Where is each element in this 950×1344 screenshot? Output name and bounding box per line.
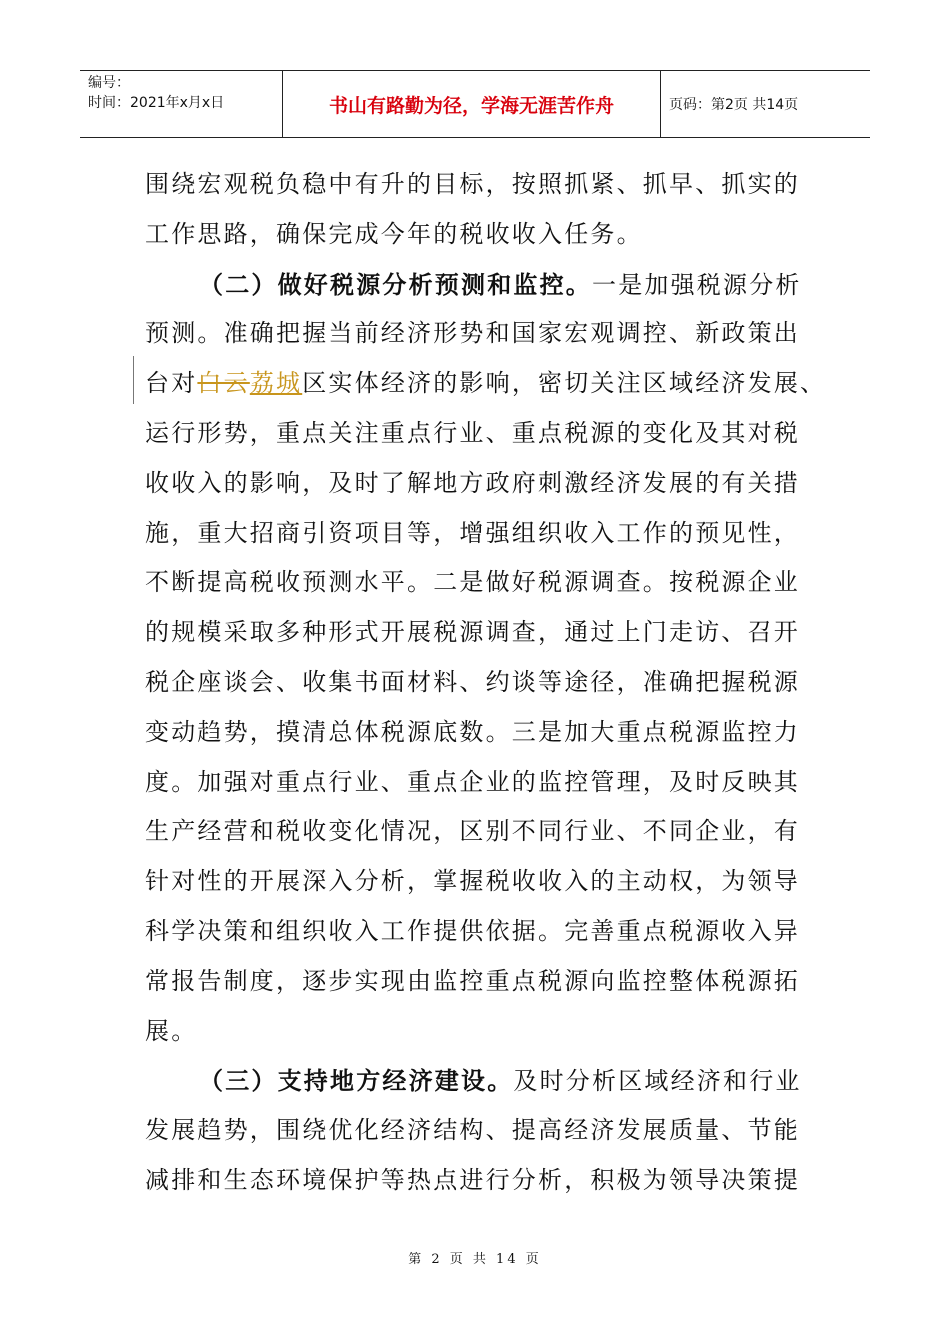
body-line: 施，重大招商引资项目等，增强组织收入工作的预见性，	[145, 518, 800, 547]
header-motto: 书山有路勤为径，学海无涯苦作舟	[283, 71, 661, 137]
section-2-first-line	[145, 260, 817, 310]
header-date: 时间：2021年x月x日	[88, 95, 225, 111]
body-line: 不断提高税收预测水平。二是做好税源调查。按税源企业	[145, 568, 800, 597]
page-footer: 第 2 页 共 14 页	[408, 1252, 542, 1267]
body-line: 针对性的开展深入分析，掌握税收收入的主动权，为领导	[145, 867, 800, 896]
section-2-heading: （二）做好税源分析预测和监控。	[199, 269, 592, 299]
body-line: 的规模采取多种形式开展税源调查，通过上门走访、召开	[145, 618, 800, 647]
body-line: 常报告制度，逐步实现由监控重点税源向监控整体税源拓	[145, 966, 800, 995]
body-text: 及时分析区域经济和行业	[513, 1067, 802, 1096]
document-body	[145, 160, 827, 1206]
tracked-insertion: 荔城	[249, 369, 303, 398]
header-page-info: 页码：第2页 共14页	[669, 97, 799, 113]
body-line: 变动趋势，摸清总体税源底数。三是加大重点税源监控力	[145, 717, 800, 746]
body-line: 展。	[145, 1016, 198, 1045]
body-line: 收收入的影响，及时了解地方政府刺激经济发展的有关措	[145, 468, 800, 497]
body-line: 预测。准确把握当前经济形势和国家宏观调控、新政策出	[145, 319, 800, 348]
header-meta	[80, 71, 283, 137]
body-line: 科学决策和组织收入工作提供依据。完善重点税源收入异	[145, 916, 800, 945]
body-line: 发展趋势，围绕优化经济结构、提高经济发展质量、节能	[145, 1116, 800, 1145]
revision-change-bar	[133, 356, 134, 404]
body-line: 运行形势，重点关注重点行业、重点税源的变化及其对税	[145, 418, 800, 447]
body-line-with-revision	[145, 359, 827, 409]
body-line: 生产经营和税收变化情况，区别不同行业、不同企业，有	[145, 817, 800, 846]
body-line: 工作思路，确保完成今年的税收收入任务。	[145, 219, 643, 248]
body-text: 一是加强税源分析	[592, 270, 802, 299]
body-line: 减排和生态环境保护等热点进行分析，积极为领导决策提	[145, 1165, 800, 1194]
document-header	[80, 70, 870, 138]
body-line: 围绕宏观税负稳中有升的目标，按照抓紧、抓早、抓实的	[145, 170, 800, 198]
body-text: 区实体经济的影响，密切关注区域经济发展、	[302, 369, 827, 398]
tracked-deletion: 白云	[197, 369, 250, 398]
section-3-heading: （三）支持地方经济建设。	[199, 1066, 514, 1096]
body-line: 税企座谈会、收集书面材料、约谈等途径，准确把握税源	[145, 667, 800, 696]
section-3-first-line	[145, 1056, 817, 1106]
body-text: 台对	[145, 369, 198, 398]
header-number: 编号：	[88, 75, 130, 91]
body-line: 度。加强对重点行业、重点企业的监控管理，及时反映其	[145, 767, 800, 796]
